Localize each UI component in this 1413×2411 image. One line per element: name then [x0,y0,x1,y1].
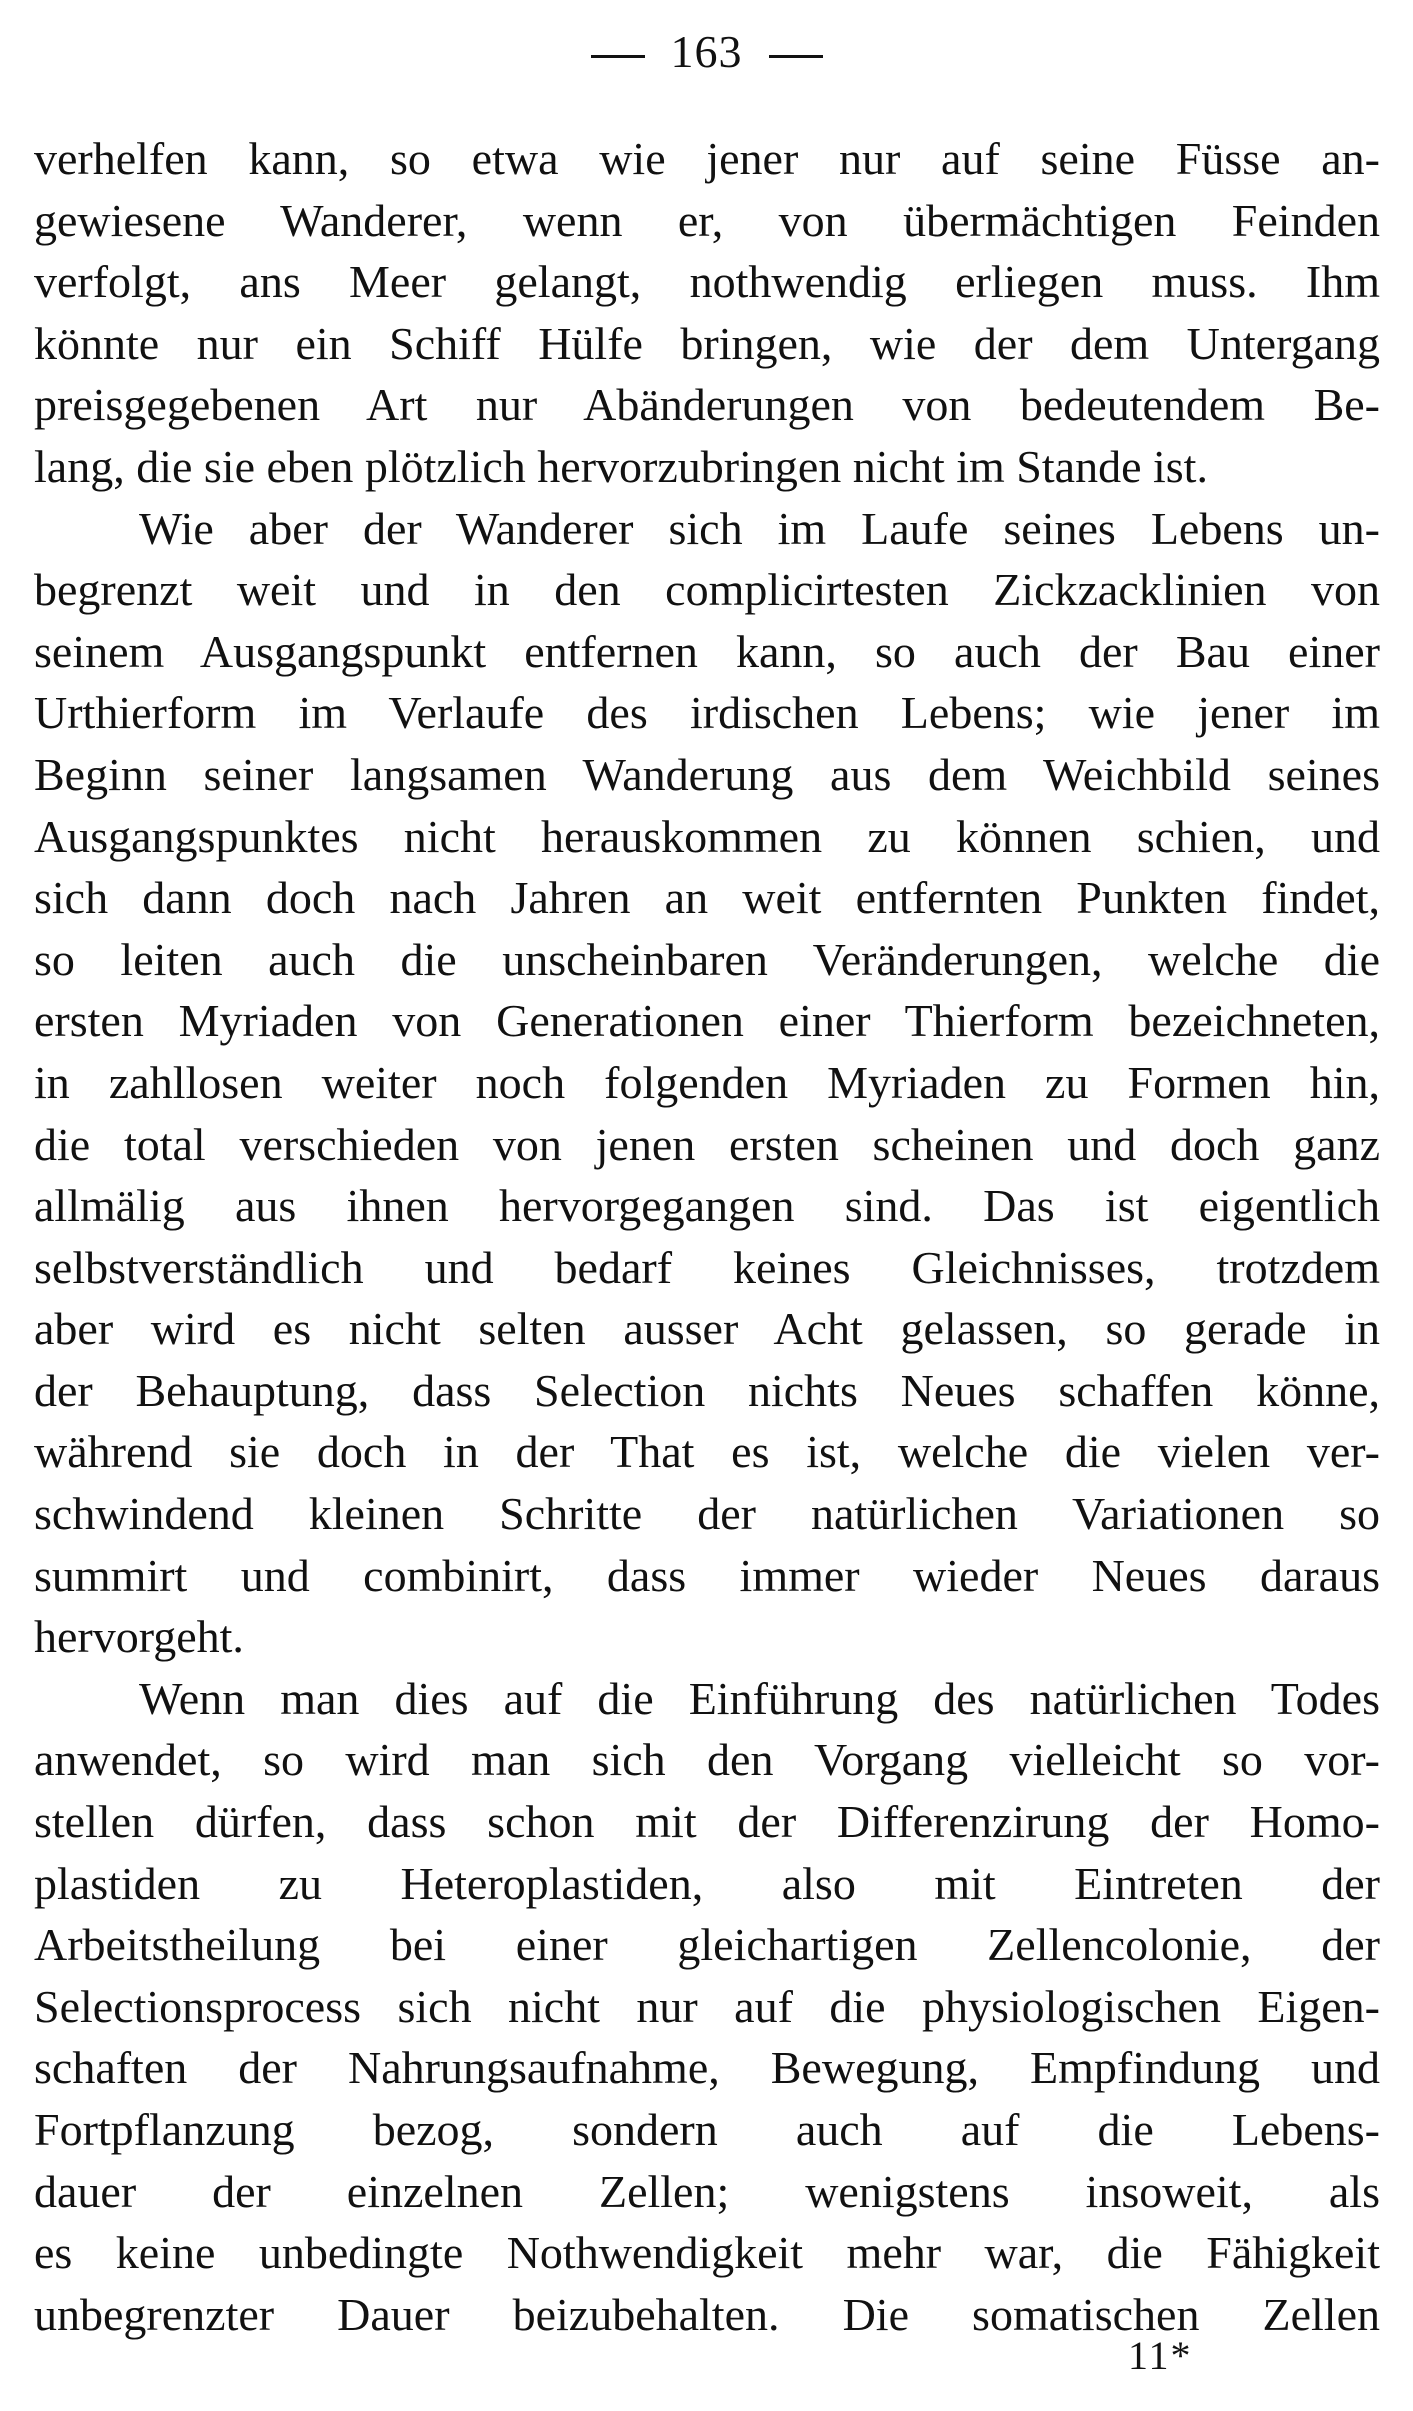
header-dash-left [591,55,645,58]
text-line: aber wird es nicht selten ausser Acht gelassen, so gerade in [34,1303,1380,1355]
text-line: seinem Ausgangspunkt entfernen kann, so auch der Bau einer [34,625,1380,677]
text-line: Ausgangspunktes nicht herauskommen zu können schien, und [34,810,1380,862]
text-line: Fortpflanzung bezog, sondern auch auf die Lebens- [34,2104,1380,2155]
text-line: verhelfen kann, so etwa wie jener nur auf seine Füsse an- [34,133,1380,184]
text-line: verfolgt, ans Meer gelangt, nothwendig erliegen muss. Ihm [34,256,1380,308]
text-line: Wenn man dies auf die Einführung des natürlichen Todes [139,1672,1380,1724]
text-line: so leiten auch die unscheinbaren Veränderungen, welche die [34,933,1380,985]
text-line: schaften der Nahrungsaufnahme, Bewegung, Empfindung und [34,2042,1380,2094]
text-line: Beginn seiner langsamen Wanderung aus dem Weichbild seines [34,748,1380,800]
header-dash-right [769,55,823,58]
text-line: schwindend kleinen Schritte der natürlichen Variationen so [34,1488,1380,1540]
text-line: die total verschieden von jenen ersten scheinen und doch ganz [34,1118,1380,1170]
text-line: anwendet, so wird man sich den Vorgang vielleicht so vor- [34,1734,1380,1786]
page-number: 163 [670,26,743,77]
text-line: selbstverständlich und bedarf keines Gleichnisses, trotzdem [34,1241,1380,1293]
text-line: preisgegebenen Art nur Abänderungen von bedeutendem Be- [34,379,1380,431]
text-line: Arbeitstheilung bei einer gleichartigen Zellencolonie, der [34,1919,1380,1971]
text-line: summirt und combinirt, dass immer wieder Neues daraus [34,1549,1380,1601]
text-line: gewiesene Wanderer, wenn er, von übermächtigen Feinden [34,194,1380,246]
text-line: in zahllosen weiter noch folgenden Myriaden zu Formen hin, [34,1056,1380,1108]
text-line: Wie aber der Wanderer sich im Laufe seines Lebens un- [139,502,1380,554]
text-line: Selectionsprocess sich nicht nur auf die physiologischen Eigen- [34,1980,1380,2032]
text-line: während sie doch in der That es ist, welche die vielen ver- [34,1426,1380,1478]
text-line: lang, die sie eben plötzlich hervorzubringen nicht im Stande ist. [34,440,1208,492]
text-line: begrenzt weit und in den complicirtesten Zickzacklinien von [34,564,1380,616]
text-line: der Behauptung, dass Selection nichts Neues schaffen könne, [34,1364,1380,1416]
text-line: hervorgeht. [34,1611,244,1663]
text-line: es keine unbedingte Nothwendigkeit mehr war, die Fähigkeit [34,2227,1380,2279]
page-header [0,22,1413,82]
text-line: plastiden zu Heteroplastiden, also mit Eintreten der [34,1857,1380,1909]
text-line: könnte nur ein Schiff Hülfe bringen, wie der dem Untergang [34,317,1380,369]
text-line: Urthierform im Verlaufe des irdischen Lebens; wie jener im [34,687,1380,739]
footer-signature: 11* [1128,2333,1193,2378]
text-line: ersten Myriaden von Generationen einer Thierform bezeichneten, [34,995,1380,1047]
text-line: allmälig aus ihnen hervorgegangen sind. Das ist eigentlich [34,1180,1380,1232]
text-line: sich dann doch nach Jahren an weit entfernten Punkten findet, [34,872,1380,924]
text-line: dauer der einzelnen Zellen; wenigstens insoweit, als [34,2165,1380,2217]
text-line: unbegrenzter Dauer beizubehalten. Die somatischen Zellen [34,2288,1380,2340]
body-text [34,128,1380,2345]
text-line: stellen dürfen, dass schon mit der Differenzirung der Homo- [34,1796,1380,1848]
